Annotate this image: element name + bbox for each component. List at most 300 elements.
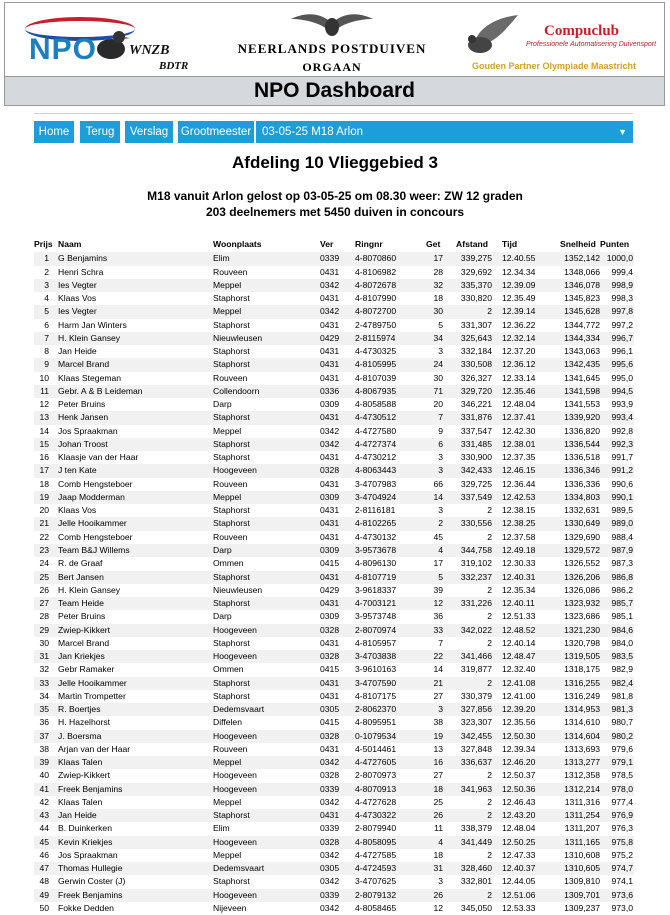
cell-ver: 0342 [320, 425, 340, 436]
npo-logo [11, 7, 211, 73]
cell-snelheid: 1311,165 [564, 836, 600, 847]
cell-prijs: 1 [44, 253, 49, 264]
table-row [34, 822, 634, 835]
cell-naam: Fokke Dedden [58, 903, 114, 913]
cell-tijd: 12.46.20 [502, 757, 536, 768]
cell-afstand: 338,379 [460, 823, 492, 834]
cell-prijs: 27 [39, 598, 49, 609]
cell-get: 4 [438, 836, 443, 847]
cell-get: 18 [433, 849, 443, 860]
cell-woonplaats: Meppel [213, 425, 242, 436]
cell-prijs: 25 [39, 571, 49, 582]
cell-tijd: 12.50.30 [502, 730, 536, 741]
cell-ver: 0328 [320, 836, 340, 847]
cell-tijd: 12.41.08 [502, 677, 536, 688]
cell-afstand: 323,307 [460, 717, 492, 728]
cell-prijs: 29 [39, 624, 49, 635]
cell-punten: 973,0 [611, 903, 633, 913]
cell-naam: Freek Benjamins [58, 783, 123, 794]
cell-snelheid: 1309,237 [564, 903, 600, 913]
cell-naam: Kevin Kriekjes [58, 836, 113, 847]
table-row [34, 769, 634, 782]
cell-tijd: 12.46.43 [502, 796, 536, 807]
cell-tijd: 12.36.44 [502, 478, 536, 489]
cell-ver: 0339 [320, 823, 340, 834]
cell-woonplaats: Staphorst [213, 359, 250, 370]
cell-snelheid: 1341,645 [564, 372, 600, 383]
cell-snelheid: 1345,628 [564, 306, 600, 317]
cell-woonplaats: Staphorst [213, 518, 250, 529]
cell-ringnr: 4-8072700 [355, 306, 397, 317]
compuclub-name: Compuclub [544, 23, 620, 39]
home-button[interactable]: Home [34, 121, 74, 143]
cell-naam: Marcel Brand [58, 637, 110, 648]
cell-woonplaats: Elim [213, 253, 230, 264]
cell-ver: 0309 [320, 491, 340, 502]
cell-woonplaats: Staphorst [213, 810, 250, 821]
cell-woonplaats: Nieuwleusen [213, 332, 263, 343]
cell-woonplaats: Meppel [213, 796, 242, 807]
cell-ver: 0431 [320, 346, 340, 357]
cell-afstand: 346,221 [460, 399, 492, 410]
grootmeester-button[interactable]: Grootmeester [178, 121, 254, 143]
cell-woonplaats: Rouveen [213, 266, 248, 277]
cell-naam: Jos Spraakman [58, 425, 118, 436]
cell-ringnr: 2-8079132 [355, 889, 397, 900]
cell-tijd: 12.35.46 [502, 385, 536, 396]
cell-afstand: 319,102 [460, 558, 492, 569]
cell-get: 5 [438, 319, 443, 330]
cell-prijs: 16 [39, 452, 49, 463]
cell-prijs: 7 [44, 332, 49, 343]
cell-ringnr: 4-4730322 [355, 810, 397, 821]
table-row [34, 610, 634, 623]
race-select[interactable] [256, 121, 633, 143]
cell-ver: 0328 [320, 465, 340, 476]
cell-tijd: 12.37.35 [502, 452, 536, 463]
cell-woonplaats: Darp [213, 399, 232, 410]
cell-naam: R. Boertjes [58, 704, 101, 715]
cell-get: 28 [433, 266, 443, 277]
cell-snelheid: 1310,608 [564, 849, 600, 860]
cell-get: 11 [434, 823, 443, 834]
cell-get: 4 [438, 544, 443, 555]
cell-punten: 980,2 [611, 730, 633, 741]
cell-prijs: 21 [39, 518, 49, 529]
cell-afstand: 339,275 [460, 253, 492, 264]
cell-punten: 981,3 [611, 704, 633, 715]
table-row [34, 279, 634, 292]
cell-afstand: 331,876 [460, 412, 492, 423]
cell-snelheid: 1310,605 [564, 863, 600, 874]
cell-prijs: 26 [39, 584, 49, 595]
cell-ringnr: 4-4730132 [355, 531, 397, 542]
cell-afstand: 2 [487, 505, 492, 516]
cell-snelheid: 1348,066 [564, 266, 600, 277]
cell-ringnr: 3-9618337 [355, 584, 397, 595]
cell-ver: 0342 [320, 279, 340, 290]
cell-tijd: 12.50.37 [502, 770, 536, 781]
cell-afstand: 2 [487, 810, 492, 821]
cell-get: 26 [433, 810, 443, 821]
table-row [34, 531, 634, 544]
cell-ringnr: 2-8062370 [355, 704, 397, 715]
table-row [34, 491, 634, 504]
cell-naam: Johan Troost [58, 438, 108, 449]
cell-ver: 0342 [320, 306, 340, 317]
cell-woonplaats: Hoogeveen [213, 624, 257, 635]
cell-ringnr: 3-4704924 [355, 491, 397, 502]
cell-afstand: 337,547 [460, 425, 492, 436]
cell-afstand: 330,556 [460, 518, 492, 529]
cell-snelheid: 1336,346 [564, 465, 600, 476]
cell-afstand: 2 [487, 796, 492, 807]
cell-punten: 990,1 [611, 491, 633, 502]
cell-get: 18 [433, 293, 443, 304]
cell-ringnr: 4-4730212 [355, 452, 397, 463]
cell-tijd: 12.46.15 [502, 465, 536, 476]
cell-tijd: 12.38.15 [502, 505, 536, 516]
cell-snelheid: 1321,230 [564, 624, 600, 635]
cell-snelheid: 1334,803 [564, 491, 600, 502]
cell-ringnr: 4-4727580 [355, 425, 397, 436]
cell-tijd: 12.34.34 [502, 266, 536, 277]
cell-naam: Jaap Modderman [58, 491, 125, 502]
cell-woonplaats: Hoogeveen [213, 836, 257, 847]
section-heading: Afdeling 10 Vlieggebied 3 [232, 153, 438, 172]
cell-ringnr: 4-8058588 [355, 399, 397, 410]
cell-afstand: 2 [487, 584, 492, 595]
race-info-line1: M18 vanuit Arlon gelost op 03-05-25 om 08.30 weer: ZW 12 graden [147, 189, 523, 203]
cell-prijs: 35 [39, 704, 49, 715]
cell-afstand: 342,433 [460, 465, 492, 476]
cell-tijd: 12.35.49 [502, 293, 536, 304]
cell-ver: 0328 [320, 730, 340, 741]
table-row [34, 703, 634, 716]
chevron-down-icon: ▼ [618, 127, 627, 137]
cell-punten: 994,5 [611, 385, 633, 396]
cell-prijs: 6 [44, 319, 49, 330]
cell-ver: 0431 [320, 505, 340, 516]
cell-naam: H. Hazelhorst [58, 717, 111, 728]
table-row [34, 849, 634, 862]
cell-ver: 0431 [320, 690, 340, 701]
cell-woonplaats: Rouveen [213, 743, 248, 754]
cell-snelheid: 1326,206 [564, 571, 600, 582]
cell-afstand: 329,725 [460, 478, 492, 489]
cell-snelheid: 1329,572 [564, 544, 600, 555]
cell-punten: 991,7 [611, 452, 633, 463]
cell-naam: Klaas Talen [58, 796, 103, 807]
cell-tijd: 12.40.31 [502, 571, 536, 582]
cell-ver: 0415 [320, 717, 340, 728]
cell-snelheid: 1314,953 [564, 704, 600, 715]
cell-afstand: 344,758 [460, 544, 492, 555]
cell-snelheid: 1352,142 [564, 253, 600, 264]
cell-get: 45 [433, 531, 443, 542]
cell-tijd: 12.35.56 [502, 717, 536, 728]
table-row [34, 398, 634, 411]
cell-woonplaats: Rouveen [213, 478, 248, 489]
cell-prijs: 45 [39, 836, 49, 847]
cell-snelheid: 1332,631 [564, 505, 600, 516]
cell-naam: Ies Vegter [58, 279, 97, 290]
col-snelheid: Snelheid [560, 239, 596, 249]
cell-ringnr: 4-5014461 [355, 743, 397, 754]
cell-ringnr: 4-8106982 [355, 266, 397, 277]
cell-naam: Thomas Hullegie [58, 863, 123, 874]
cell-ver: 0342 [320, 903, 340, 913]
cell-get: 34 [433, 332, 443, 343]
table-row [34, 451, 634, 464]
cell-get: 12 [433, 903, 443, 913]
cell-snelheid: 1336,544 [564, 438, 600, 449]
cell-snelheid: 1318,175 [564, 664, 600, 675]
cell-get: 21 [433, 677, 443, 688]
cell-punten: 985,1 [611, 611, 633, 622]
cell-prijs: 14 [39, 425, 49, 436]
cell-get: 66 [433, 478, 443, 489]
cell-ringnr: 3-4707983 [355, 478, 397, 489]
cell-ver: 0431 [320, 598, 340, 609]
table-header [34, 238, 634, 251]
cell-woonplaats: Staphorst [213, 637, 250, 648]
cell-ringnr: 0-1079534 [355, 730, 397, 741]
table-row [34, 597, 634, 610]
cell-get: 30 [433, 372, 443, 383]
cell-tijd: 12.39.14 [502, 306, 536, 317]
table-row [34, 889, 634, 902]
cell-ver: 0309 [320, 399, 340, 410]
cell-punten: 976,3 [611, 823, 633, 834]
cell-prijs: 5 [44, 306, 49, 317]
cell-naam: Klaas Talen [58, 757, 103, 768]
col-get: Get [426, 239, 441, 249]
cell-afstand: 336,637 [460, 757, 492, 768]
cell-prijs: 37 [39, 730, 49, 741]
cell-tijd: 12.51.06 [502, 889, 536, 900]
cell-punten: 976,9 [611, 810, 633, 821]
cell-ver: 0431 [320, 571, 340, 582]
cell-punten: 999,4 [611, 266, 633, 277]
cell-prijs: 46 [39, 849, 49, 860]
cell-punten: 995,0 [611, 372, 633, 383]
cell-prijs: 36 [39, 717, 49, 728]
table-row [34, 385, 634, 398]
cell-punten: 984,6 [611, 624, 633, 635]
cell-woonplaats: Staphorst [213, 346, 250, 357]
cell-ringnr: 4-8070913 [355, 783, 397, 794]
cell-get: 30 [433, 306, 443, 317]
cell-ver: 0339 [320, 253, 340, 264]
cell-prijs: 24 [39, 558, 49, 569]
cell-prijs: 23 [39, 544, 49, 555]
cell-ringnr: 2-8116181 [355, 505, 396, 516]
cell-tijd: 12.48.52 [502, 624, 536, 635]
cell-punten: 981,8 [611, 690, 633, 701]
cell-naam: Jan Heide [58, 810, 97, 821]
cell-prijs: 47 [39, 863, 49, 874]
cell-snelheid: 1339,920 [564, 412, 600, 423]
cell-tijd: 12.32.40 [502, 664, 536, 675]
cell-afstand: 2 [487, 677, 492, 688]
cell-naam: Freek Benjamins [58, 889, 123, 900]
cell-afstand: 2 [487, 770, 492, 781]
cell-tijd: 12.39.20 [502, 704, 536, 715]
table-row [34, 677, 634, 690]
cell-tijd: 12.50.36 [502, 783, 536, 794]
cell-tijd: 12.42.53 [502, 491, 536, 502]
col-ringnr: Ringnr [355, 239, 383, 249]
table-row [34, 743, 634, 756]
cell-prijs: 32 [39, 664, 49, 675]
cell-tijd: 12.39.34 [502, 743, 536, 754]
cell-woonplaats: Hoogeveen [213, 730, 257, 741]
cell-woonplaats: Staphorst [213, 571, 250, 582]
cell-snelheid: 1316,255 [564, 677, 600, 688]
cell-get: 25 [433, 796, 443, 807]
cell-naam: G Benjamins [58, 253, 108, 264]
cell-naam: J ten Kate [58, 465, 97, 476]
cell-ver: 0336 [320, 385, 340, 396]
cell-punten: 975,8 [611, 836, 633, 847]
cell-punten: 979,1 [611, 757, 633, 768]
cell-prijs: 41 [39, 783, 49, 794]
cell-ringnr: 4-8107990 [355, 293, 397, 304]
cell-tijd: 12.40.37 [502, 863, 536, 874]
cell-prijs: 49 [39, 889, 49, 900]
terug-button[interactable]: Terug [80, 121, 120, 143]
cell-get: 14 [433, 664, 443, 675]
nav-bar [34, 121, 633, 143]
cell-ringnr: 4-4727605 [355, 757, 397, 768]
cell-naam: Peter Bruins [58, 399, 106, 410]
table-row [34, 319, 634, 332]
cell-naam: Klaasje van der Haar [58, 452, 139, 463]
cell-ver: 0429 [320, 584, 340, 595]
cell-punten: 985,7 [611, 598, 633, 609]
cell-ringnr: 4-8105995 [355, 359, 397, 370]
cell-tijd: 12.48.04 [502, 399, 536, 410]
cell-ringnr: 4-7003121 [355, 598, 397, 609]
cell-woonplaats: Hoogeveen [213, 770, 257, 781]
orgaan-line1: NEERLANDS POSTDUIVEN [237, 41, 427, 56]
cell-get: 39 [433, 584, 443, 595]
cell-get: 3 [438, 346, 443, 357]
cell-get: 3 [438, 465, 443, 476]
cell-ringnr: 3-9610163 [355, 664, 397, 675]
cell-tijd: 12.40.55 [502, 253, 536, 264]
cell-punten: 983,5 [611, 651, 633, 662]
cell-prijs: 39 [39, 757, 49, 768]
cell-tijd: 12.41.00 [502, 690, 536, 701]
cell-woonplaats: Ommen [213, 664, 244, 675]
cell-get: 36 [433, 611, 443, 622]
cell-get: 3 [438, 505, 443, 516]
cell-naam: Comb Hengsteboer [58, 531, 133, 542]
cell-ringnr: 3-9573748 [355, 611, 397, 622]
cell-tijd: 12.48.04 [502, 823, 536, 834]
cell-punten: 992,3 [611, 438, 633, 449]
cell-punten: 987,9 [611, 544, 633, 555]
table-row [34, 663, 634, 676]
cell-ver: 0431 [320, 743, 340, 754]
cell-afstand: 2 [487, 611, 492, 622]
table-row [34, 544, 634, 557]
cell-ringnr: 4-8063443 [355, 465, 397, 476]
cell-punten: 986,8 [611, 571, 633, 582]
cell-get: 6 [438, 438, 443, 449]
cell-prijs: 4 [44, 293, 49, 304]
cell-snelheid: 1320,798 [564, 637, 600, 648]
cell-punten: 986,2 [611, 584, 633, 595]
cell-woonplaats: Meppel [213, 279, 242, 290]
nav-divider [34, 113, 633, 114]
cell-naam: H. Klein Gansey [58, 584, 121, 595]
cell-afstand: 330,900 [460, 452, 492, 463]
cell-snelheid: 1343,063 [564, 346, 600, 357]
cell-naam: Jelle Hooikammer [58, 518, 127, 529]
cell-ver: 0429 [320, 332, 340, 343]
cell-ringnr: 4-4727585 [355, 849, 397, 860]
cell-woonplaats: Darp [213, 544, 232, 555]
table-row [34, 650, 634, 663]
cell-woonplaats: Staphorst [213, 438, 250, 449]
table-row [34, 517, 634, 530]
cell-tijd: 12.40.11 [502, 598, 535, 609]
table-row [34, 425, 634, 438]
cell-tijd: 12.35.34 [502, 584, 536, 595]
cell-afstand: 342,455 [460, 730, 492, 741]
table-row [34, 796, 634, 809]
cell-snelheid: 1311,254 [564, 810, 600, 821]
cell-ringnr: 4-8058095 [355, 836, 397, 847]
cell-get: 32 [433, 279, 443, 290]
cell-naam: Marcel Brand [58, 359, 110, 370]
cell-woonplaats: Meppel [213, 757, 242, 768]
cell-woonplaats: Staphorst [213, 876, 250, 887]
cell-tijd: 12.38.25 [502, 518, 536, 529]
cell-ver: 0328 [320, 770, 340, 781]
cell-tijd: 12.36.12 [502, 359, 536, 370]
cell-ringnr: 4-8067935 [355, 385, 397, 396]
cell-woonplaats: Meppel [213, 306, 242, 317]
cell-afstand: 328,460 [460, 863, 492, 874]
cell-afstand: 330,508 [460, 359, 492, 370]
cell-get: 2 [438, 518, 443, 529]
cell-punten: 996,1 [611, 346, 633, 357]
cell-afstand: 341,449 [460, 836, 492, 847]
cell-punten: 977,4 [611, 796, 633, 807]
cell-ringnr: 4-4730325 [355, 346, 397, 357]
cell-naam: Harm Jan Winters [58, 319, 127, 330]
cell-punten: 990,6 [611, 478, 633, 489]
cell-woonplaats: Staphorst [213, 319, 250, 330]
cell-tijd: 12.49.18 [502, 544, 536, 555]
verslag-button[interactable]: Verslag [125, 121, 173, 143]
table-row [34, 438, 634, 451]
table-row [34, 345, 634, 358]
cell-afstand: 327,848 [460, 743, 492, 754]
table-row [34, 571, 634, 584]
cell-snelheid: 1329,690 [564, 531, 600, 542]
cell-ringnr: 2-8079940 [355, 823, 397, 834]
cell-prijs: 3 [44, 279, 49, 290]
race-info [0, 188, 670, 220]
cell-get: 3 [438, 452, 443, 463]
cell-tijd: 12.36.22 [502, 319, 536, 330]
compuclub-subtitle: Professionele Automatisering Duivensport [526, 41, 657, 48]
